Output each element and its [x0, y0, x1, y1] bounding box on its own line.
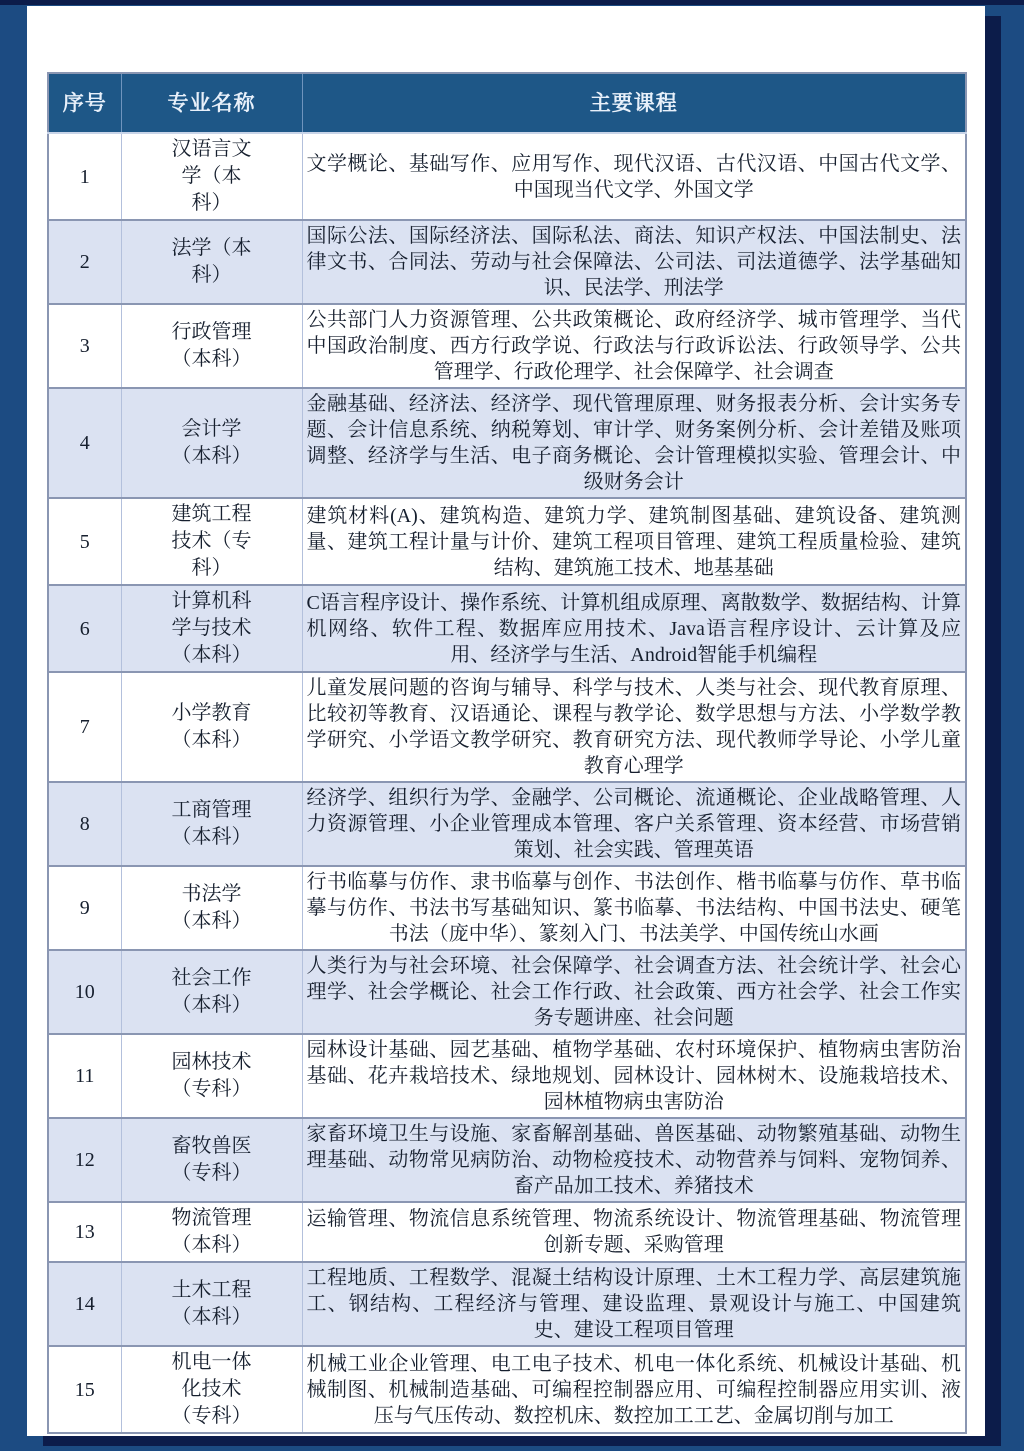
column-header-major: 专业名称 [121, 73, 302, 133]
major-name: 社会工作（本科） [171, 967, 252, 1016]
table-row [48, 585, 966, 672]
major-name: 机电一体化技术（专科） [171, 1351, 252, 1427]
major-name-cell [121, 950, 302, 1034]
major-name: 建筑工程技术（专科） [171, 503, 252, 579]
table-row [48, 866, 966, 950]
table-row [48, 672, 966, 782]
major-name: 会计学（本科） [171, 418, 252, 467]
row-index: 11 [48, 1034, 121, 1118]
row-index: 12 [48, 1118, 121, 1202]
major-name: 畜牧兽医（专科） [171, 1135, 252, 1184]
row-index: 2 [48, 220, 121, 304]
table-row [48, 1118, 966, 1202]
major-name-cell [121, 388, 302, 498]
course-list: 国际公法、国际经济法、国际私法、商法、知识产权法、中国法制史、法律文书、合同法、劳动与社会保障法、公司法、司法道德学、法学基础知识、民法学、刑法学 [302, 220, 966, 304]
major-name: 物流管理（本科） [171, 1207, 252, 1256]
major-name-cell [121, 1118, 302, 1202]
major-name: 计算机科学与技术（本科） [171, 590, 252, 666]
table-row [48, 1034, 966, 1118]
course-list: 家畜环境卫生与设施、家畜解剖基础、兽医基础、动物繁殖基础、动物生理基础、动物常见病防治、动物检疫技术、动物营养与饲料、宠物饲养、畜产品加工技术、养猪技术 [302, 1118, 966, 1202]
course-list: 文学概论、基础写作、应用写作、现代汉语、古代汉语、中国古代文学、中国现当代文学、外国文学 [302, 133, 966, 220]
row-index: 6 [48, 585, 121, 672]
row-index: 9 [48, 866, 121, 950]
major-name-cell [121, 133, 302, 220]
table-row [48, 220, 966, 304]
table-row [48, 133, 966, 220]
row-index: 4 [48, 388, 121, 498]
course-list: 公共部门人力资源管理、公共政策概论、政府经济学、城市管理学、当代中国政治制度、西方行政学说、行政法与行政诉讼法、行政领导学、公共管理学、行政伦理学、社会保障学、社会调查 [302, 304, 966, 388]
table-row [48, 304, 966, 388]
major-name-cell [121, 1346, 302, 1433]
table-row [48, 950, 966, 1034]
document-card [27, 6, 985, 1436]
major-name: 土木工程（本科） [171, 1279, 252, 1328]
course-list: 园林设计基础、园艺基础、植物学基础、农村环境保护、植物病虫害防治基础、花卉栽培技术、绿地规划、园林设计、园林树木、设施栽培技术、园林植物病虫害防治 [302, 1034, 966, 1118]
major-name: 行政管理（本科） [171, 321, 252, 370]
major-name-cell [121, 1262, 302, 1346]
table-header-row [48, 73, 966, 133]
major-name: 工商管理（本科） [171, 799, 252, 848]
row-index: 5 [48, 498, 121, 585]
major-name: 汉语言文学（本科） [171, 138, 252, 214]
course-list: 建筑材料(A)、建筑构造、建筑力学、建筑制图基础、建筑设备、建筑测量、建筑工程计量与计价、建筑工程项目管理、建筑工程质量检验、建筑结构、建筑施工技术、地基基础 [302, 498, 966, 585]
row-index: 10 [48, 950, 121, 1034]
course-list: 经济学、组织行为学、金融学、公司概论、流通概论、企业战略管理、人力资源管理、小企业管理成本管理、客户关系管理、资本经营、市场营销策划、社会实践、管理英语 [302, 782, 966, 866]
major-name: 法学（本科） [171, 237, 252, 286]
course-list: 儿童发展问题的咨询与辅导、科学与技术、人类与社会、现代教育原理、比较初等教育、汉语通论、课程与教学论、数学思想与方法、小学数学教学研究、小学语文教学研究、教育研究方法、现代教师学导论、小学儿童教育心理学 [302, 672, 966, 782]
major-name: 小学教育（本科） [171, 702, 252, 751]
course-list: 金融基础、经济法、经济学、现代管理原理、财务报表分析、会计实务专题、会计信息系统、纳税筹划、审计学、财务案例分析、会计差错及账项调整、经济学与生活、电子商务概论、会计管理模拟实验、管理会计、中级财务会计 [302, 388, 966, 498]
row-index: 3 [48, 304, 121, 388]
row-index: 14 [48, 1262, 121, 1346]
row-index: 8 [48, 782, 121, 866]
majors-courses-table [47, 72, 967, 1434]
table-row [48, 388, 966, 498]
course-list: 机械工业企业管理、电工电子技术、机电一体化系统、机械设计基础、机械制图、机械制造基础、可编程控制器应用、可编程控制器应用实训、液压与气压传动、数控机床、数控加工工艺、金属切削与加工 [302, 1346, 966, 1433]
column-header-courses: 主要课程 [302, 73, 966, 133]
major-name-cell [121, 1034, 302, 1118]
table-row [48, 498, 966, 585]
table-row [48, 782, 966, 866]
major-name: 书法学（本科） [171, 883, 252, 932]
column-header-index: 序号 [48, 73, 121, 133]
major-name-cell [121, 498, 302, 585]
major-name-cell [121, 220, 302, 304]
table-row [48, 1202, 966, 1262]
course-list: 人类行为与社会环境、社会保障学、社会调查方法、社会统计学、社会心理学、社会学概论、社会工作行政、社会政策、西方社会学、社会工作实务专题讲座、社会问题 [302, 950, 966, 1034]
course-list: 行书临摹与仿作、隶书临摹与创作、书法创作、楷书临摹与仿作、草书临摹与仿作、书法书写基础知识、篆书临摹、书法结构、中国书法史、硬笔书法（庞中华）、篆刻入门、书法美学、中国传统山水画 [302, 866, 966, 950]
major-name-cell [121, 304, 302, 388]
top-frame-bar [0, 0, 1024, 5]
major-name: 园林技术（专科） [171, 1051, 252, 1100]
table-row [48, 1346, 966, 1433]
row-index: 15 [48, 1346, 121, 1433]
row-index: 1 [48, 133, 121, 220]
major-name-cell [121, 672, 302, 782]
table-row [48, 1262, 966, 1346]
major-name-cell [121, 585, 302, 672]
major-name-cell [121, 1202, 302, 1262]
course-list: 工程地质、工程数学、混凝土结构设计原理、土木工程力学、高层建筑施工、钢结构、工程经济与管理、建设监理、景观设计与施工、中国建筑史、建设工程项目管理 [302, 1262, 966, 1346]
row-index: 13 [48, 1202, 121, 1262]
row-index: 7 [48, 672, 121, 782]
course-list: C语言程序设计、操作系统、计算机组成原理、离散数学、数据结构、计算机网络、软件工程、数据库应用技术、Java语言程序设计、云计算及应用、经济学与生活、Android智能手机编程 [302, 585, 966, 672]
course-list: 运输管理、物流信息系统管理、物流系统设计、物流管理基础、物流管理创新专题、采购管理 [302, 1202, 966, 1262]
major-name-cell [121, 866, 302, 950]
major-name-cell [121, 782, 302, 866]
